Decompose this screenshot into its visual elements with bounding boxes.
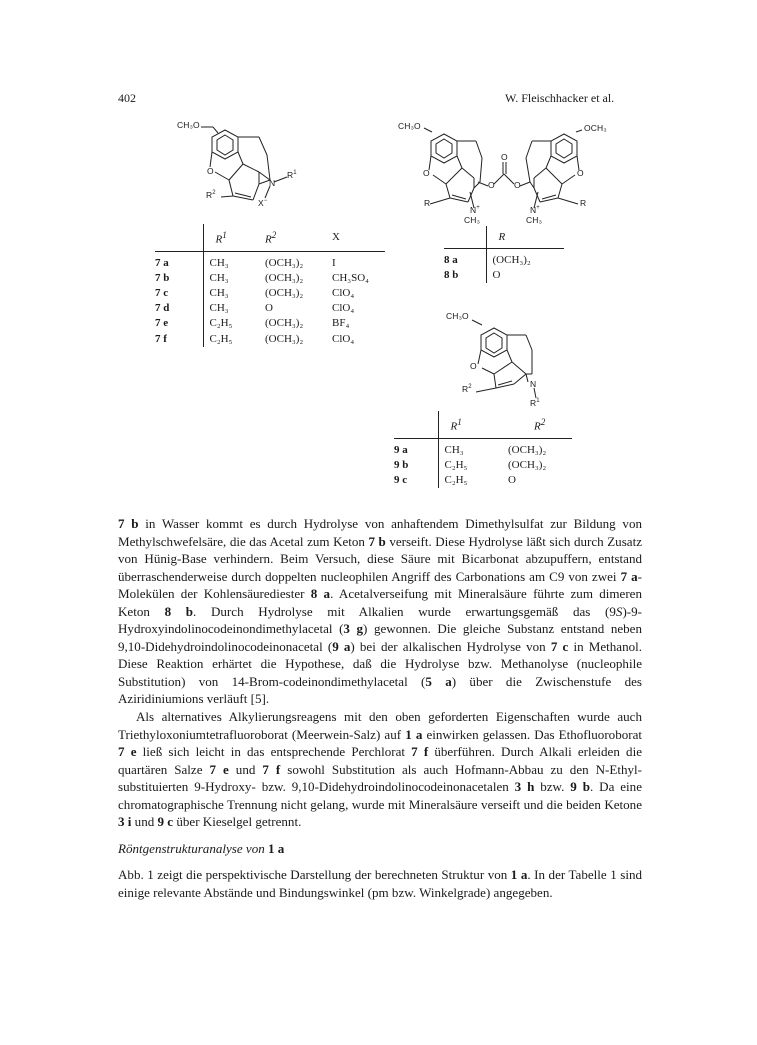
text-run: )-9-Hydroxyindolinocodeinondimethylacetal ( [118,603,643,637]
structure-8-ring-oxygen-left: O [423,168,430,178]
text-run: sowohl Substitution als auch Hofmann-Abbau zu den N-Ethyl-substituierten 9-Hydroxy- bzw. 9,10-Didehydroindolinocodeinonacetalen [118,761,643,795]
structure-9-drawing [446,308,556,412]
text-run: Abb. 1 zeigt die perspektivische Darstellung der berechneten Struktur von [118,867,511,883]
text-run: über Kieselgel getrennt. [173,814,302,830]
structure-8-methoxy-right: OCH₃ [584,123,607,133]
table-row: 8 b O [444,268,564,283]
compound-ref: 7 e [118,744,137,760]
compound-ref: 3 h [514,779,535,795]
text-run: in Methanol. Diese Reaktion erhärtet die Hypothese, daß die Hydrolyse bzw. Methanolyse (nucleophile Substitution) von 14-Brom-codeinondimethylacetal ( [118,638,643,689]
structure-7-methoxy-label: CH₃O [177,120,200,130]
structure-9 [446,308,556,412]
structure-8-carbonyl-oxygen: O [501,152,508,162]
structure-8-bridge-oxygen-left: O [488,180,495,190]
structure-8-methyl-right: CH₃ [526,215,543,225]
table-row: 7 d CH₃ O ClO₄ [155,301,385,316]
table-row: 7 f C₂H₅ (OCH₃)₂ ClO₄ [155,332,385,347]
table-row: 7 e C₂H₅ (OCH₃)₂ BF₄ [155,316,385,331]
text-run: . Da eine chromatographische Trennung nicht gelang, wurde mit Mineralsäure verseift und die beiden Ketone [118,779,642,812]
text-run: bzw. [534,779,571,795]
compound-ref: 9 c [157,814,174,830]
structure-8-nitrogen-right: N+ [530,205,540,215]
text-run: ließ sich leicht in das entsprechende Perchlorat [136,744,412,760]
text-run: S [615,603,623,619]
compound-ref: 3 g [343,621,364,637]
table-8-header-r: R [486,226,564,249]
table-7-header-x: X [332,224,385,251]
structure-8-ring-oxygen-right: O [577,168,584,178]
structure-8-nitrogen-left: N+ [470,205,480,215]
structure-7-r1-label: $R^1$ [287,170,297,180]
text-run: -Molekülen der Kohlensäurediester [118,568,642,602]
text-run: Als alternatives Alkylierungsreagens mit den oben geforderten Eigenschaften wurde auch Triethyloxoniumtetrafluoroborat (Meerwein-Salz) auf [118,709,642,742]
text-run: . In der Tabelle 1 sind einige relevante Abstände und Bindungswinkel (pm bzw. Winkelgrade) angegeben. [118,867,643,900]
body-text [118,515,642,901]
table-7-header [155,224,385,251]
text-run: . Durch Hydrolyse mit Alkalien wurde erwartungsgemäß das (9 [193,603,616,619]
table-8-header [444,226,564,249]
text-run: ) gewonnen. Die gleiche Substanz entstand neben 9,10-Didehydroindolinocodeinonacetal ( [118,621,642,654]
table-7-header-r1: $R^1$ [203,224,265,251]
compound-ref: 8 b [164,603,194,619]
compound-ref: 7 f [262,761,281,777]
structure-7-ring-oxygen: O [207,166,214,176]
structure-7 [175,110,315,220]
table-row: 9 b C₂H₅ (OCH₃)₂ [394,458,572,473]
structure-8-methoxy-left: CH₃O [398,121,421,131]
compound-ref: 7 c [550,638,569,654]
text-run: ) über die Zwischenstufe des Aziridiniumions verläuft [5]. [118,673,642,707]
table-row: 9 c C₂H₅ O [394,473,572,488]
compound-ref: 8 a [310,586,331,602]
compound-ref: 1 a [405,726,423,742]
text-run: und [228,761,263,777]
table-9-header-r2: $R^2$ [508,411,572,438]
table-row: 7 b CH₃ (OCH₃)₂ CH₃SO₄ [155,271,385,286]
table-9-header-r1: $R^1$ [438,411,508,438]
page-number: 402 [118,91,136,105]
running-header-author: W. Fleischhacker et al. [505,91,615,105]
compound-table-9 [394,411,572,488]
compound-ref: 7 b [368,533,386,549]
compound-ref: 3 i [118,814,132,830]
text-run: in Wasser kommt es durch Hydrolyse von anhaftendem Dimethylsulfat zur Bildung von Methylschwefelsäre, die das Acetal zum Keton [118,516,642,549]
structure-7-nitrogen: N [269,178,276,188]
compound-ref: 7 f [411,744,429,760]
compound-ref: 7 a [620,568,638,584]
structure-7-r2-label: $R^2$ [206,190,216,200]
structure-8 [396,112,618,224]
paragraph [118,708,642,831]
compound-ref: 9 a [332,638,351,654]
text-run: . Acetalverseifung mit Mineralsäure führte zum dimeren Keton [118,586,643,619]
paragraph [118,866,642,901]
compound-ref: 5 a [425,673,452,689]
text-run: ) bei der alkalischen Hydrolyse von [350,638,551,654]
compound-ref: 1 a [510,867,528,883]
compound-ref: 9 b [570,779,590,795]
text-run: verseift. Diese Hydrolyse läßt sich durch Zusatz von Hünig-Base verhindern. Beim Versuch, diese Säure mit Bicarbonat abzupuffern, entstand überraschenderweise durch doppelten nucleophilen Angriff des Carbonations am C9 von zwei [118,533,642,584]
compound-ref: 7 e [209,761,229,777]
structure-9-r2-label: $R^2$ [462,384,472,394]
structure-8-bridge-oxygen-right: O [514,180,521,190]
table-row: 8 a (OCH₃)₂ [444,249,564,269]
paragraph [118,515,642,708]
structure-9-r1-label: $R^1$ [530,398,540,408]
table-9-header [394,411,572,438]
structure-8-methyl-left: CH₃ [464,215,481,225]
compound-table-7 [155,224,385,347]
section-heading: Röntgenstrukturanalyse von 1 a [118,840,285,856]
text-run: einwirken gelassen. Das Ethofluoroborat [422,726,643,742]
structure-9-ring-oxygen: O [470,361,477,371]
structure-9-nitrogen: N [530,379,537,389]
compound-table-8 [444,226,564,283]
table-row: 9 a CH₃ (OCH₃)₂ [394,438,572,458]
structure-8-r-right: R [580,198,587,208]
table-7-header-r2: $R^2$ [265,224,332,251]
structure-9-methoxy-label: CH₃O [446,311,469,321]
compound-ref: 7 b [118,516,139,531]
table-row: 7 c CH₃ (OCH₃)₂ ClO₄ [155,286,385,301]
text-run: und [131,814,158,830]
structure-8-r-left: R [424,198,431,208]
text-run: überführen. Durch Alkali erleiden die quartären Salze [118,744,642,777]
table-row: 7 a CH₃ (OCH₃)₂ I [155,251,385,271]
structure-7-counterion: X− [258,198,268,208]
